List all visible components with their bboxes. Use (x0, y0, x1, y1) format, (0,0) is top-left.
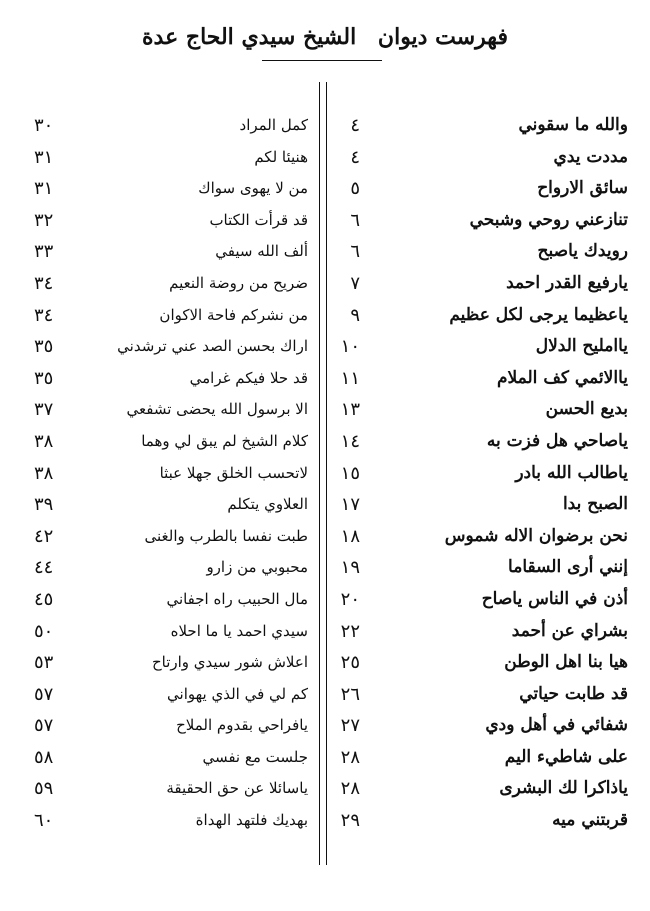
entry-title-right: ياالائمي كف الملام (497, 367, 628, 388)
entry-page-left: ٣٣ (34, 241, 54, 263)
entry-title-right: تنازعني روحي وشبحي (469, 209, 628, 230)
entry-title-right: الصبح بدا (562, 494, 628, 515)
entry-page-left: ٣٨ (34, 462, 54, 484)
entry-title-right: بديع الحسن (545, 399, 628, 420)
index-row (0, 616, 650, 648)
index-row (0, 236, 650, 268)
entry-title-right: هيا بنا اهل الوطن (504, 652, 628, 673)
index-row (0, 647, 650, 679)
entry-title-left: جلست مع نفسي (202, 747, 308, 766)
entry-page-left: ٥٠ (34, 620, 54, 642)
entry-page-left: ٣٠ (34, 115, 54, 136)
entry-title-left: كم لي في الذي يهواني (167, 684, 308, 703)
entry-page-right: ١١ (340, 367, 360, 389)
entry-page-right: ٢٠ (340, 588, 360, 610)
entry-title-left: قد قرأت الكتاب (209, 210, 308, 229)
entry-title-right: نحن برضوان الاله شموس (444, 525, 628, 546)
entry-page-right: ٢٥ (340, 652, 360, 674)
entry-title-left: الا برسول الله يحضى تشفعي (126, 400, 308, 419)
entry-title-left: لاتحسب الخلق جهلا عبثا (159, 463, 308, 482)
entry-title-right: يارفيع القدر احمد (506, 272, 628, 293)
entry-page-left: ٦٠ (34, 810, 54, 832)
index-row (0, 268, 650, 300)
index-row (0, 426, 650, 458)
entry-title-right: أذن في الناس ياصاح (481, 588, 628, 609)
title-part-2: الشيخ سيدي الحاج عدة (142, 24, 357, 50)
index-row (0, 173, 650, 205)
entry-page-right: ٢٦ (340, 683, 360, 705)
entry-title-left: بهديك فلتهد الهداة (195, 811, 308, 830)
entry-title-left: ألف الله سيفي (215, 242, 308, 261)
index-row (0, 300, 650, 332)
index-row (0, 205, 650, 237)
entry-page-left: ٥٧ (34, 715, 54, 737)
entry-title-left: اراك بحسن الصد عني ترشدني (117, 337, 308, 356)
index-row (0, 773, 650, 805)
entry-page-right: ٦ (350, 209, 360, 231)
entry-title-right: على شاطيء اليم (504, 746, 628, 767)
entry-page-right: ١٧ (340, 494, 360, 516)
index-row (0, 489, 650, 521)
index-row (0, 110, 650, 142)
entry-page-right: ٤ (350, 115, 360, 136)
entry-title-right: ياطالب الله بادر (515, 462, 628, 483)
entry-page-left: ٤٥ (34, 588, 54, 610)
entry-title-left: طبت نفسا بالطرب والغنى (144, 526, 308, 545)
index-row (0, 679, 650, 711)
entry-page-left: ٣٨ (34, 430, 54, 452)
entry-page-left: ٣١ (34, 178, 54, 200)
entry-page-right: ٢٨ (340, 746, 360, 768)
entry-title-left: كمل المراد (239, 116, 308, 134)
entry-page-right: ١٠ (340, 336, 360, 358)
index-row (0, 584, 650, 616)
entry-page-right: ١٤ (340, 430, 360, 452)
entry-page-left: ٣٥ (34, 367, 54, 389)
entry-page-right: ٢٢ (340, 620, 360, 642)
entry-title-right: شفائي في أهل ودي (485, 715, 628, 736)
entry-page-right: ١٩ (340, 557, 360, 579)
entry-title-left: من لا يهوى سواك (198, 179, 308, 198)
entry-page-left: ٥٩ (34, 778, 54, 800)
entry-title-right: ياصاحي هل فزت به (486, 430, 628, 451)
entry-title-left: هنيئا لكم (254, 147, 308, 166)
entry-page-left: ٣٤ (34, 272, 54, 294)
entry-page-right: ٢٨ (340, 778, 360, 800)
entry-title-left: محبوبي من زارو (206, 558, 308, 577)
entry-title-right: إنني أرى السقاما (508, 557, 628, 578)
entry-page-right: ١٣ (340, 399, 360, 421)
entry-page-right: ٢٧ (340, 715, 360, 737)
entry-page-left: ٤٤ (34, 557, 54, 579)
index-row (0, 363, 650, 395)
entry-page-left: ٣٧ (34, 399, 54, 421)
entry-page-left: ٥٧ (34, 683, 54, 705)
entry-title-left: كلام الشيخ لم يبق لي وهما (141, 431, 308, 450)
entry-page-left: ٣٤ (34, 304, 54, 326)
index-row (0, 521, 650, 553)
entry-page-left: ٤٢ (34, 525, 54, 547)
index-row (0, 142, 650, 174)
entry-title-left: مال الحبيب راه اجفاني (166, 589, 308, 608)
entry-title-right: ياذاكرا لك البشرى (499, 778, 628, 799)
index-row (0, 805, 650, 837)
index-table (0, 110, 650, 837)
entry-title-right: بشراي عن أحمد (511, 620, 628, 641)
entry-title-right: والله ما سقوني (518, 115, 628, 135)
entry-title-right: ياامليح الدلال (535, 336, 628, 357)
index-row (0, 742, 650, 774)
entry-page-left: ٥٨ (34, 746, 54, 768)
page-title (0, 22, 650, 52)
entry-title-right: ياعظيما يرجى لكل عظيم (449, 304, 628, 325)
entry-title-left: اعلاش شور سيدي وارتاح (151, 653, 308, 672)
entry-page-left: ٣١ (34, 146, 54, 168)
entry-title-left: يافراحي بقدوم الملاح (176, 716, 308, 735)
entry-title-left: سيدي احمد يا ما احلاه (170, 621, 308, 640)
entry-page-left: ٥٣ (34, 652, 54, 674)
entry-title-left: من نشركم فاحة الاكوان (159, 305, 308, 324)
index-row (0, 552, 650, 584)
index-row (0, 331, 650, 363)
entry-title-left: قد حلا فيكم غرامي (189, 368, 308, 387)
entry-page-right: ٢٩ (340, 810, 360, 832)
entry-title-left: ضريح من روضة النعيم (169, 273, 308, 292)
entry-page-right: ٤ (350, 146, 360, 168)
entry-title-left: ياسائلا عن حق الحقيقة (166, 779, 308, 798)
entry-title-right: قربتني ميه (552, 810, 628, 831)
index-row (0, 710, 650, 742)
entry-title-right: مددت يدي (553, 146, 628, 167)
entry-page-right: ٦ (350, 241, 360, 263)
index-row (0, 394, 650, 426)
title-part-1: فهرست ديوان (377, 24, 508, 50)
entry-title-right: قد طابت حياتي (519, 683, 628, 704)
entry-page-right: ٩ (350, 304, 360, 326)
entry-page-right: ١٨ (340, 525, 360, 547)
entry-page-right: ٥ (350, 178, 360, 200)
entry-page-right: ١٥ (340, 462, 360, 484)
index-row (0, 458, 650, 490)
entry-title-right: سائق الارواح (537, 178, 628, 199)
entry-page-left: ٣٢ (34, 209, 54, 231)
entry-page-left: ٣٥ (34, 336, 54, 358)
entry-page-left: ٣٩ (34, 494, 54, 516)
entry-title-right: رويدك ياصبح (537, 241, 628, 262)
entry-title-left: العلاوي يتكلم (227, 495, 308, 514)
title-underline (262, 60, 382, 61)
entry-page-right: ٧ (350, 272, 360, 294)
